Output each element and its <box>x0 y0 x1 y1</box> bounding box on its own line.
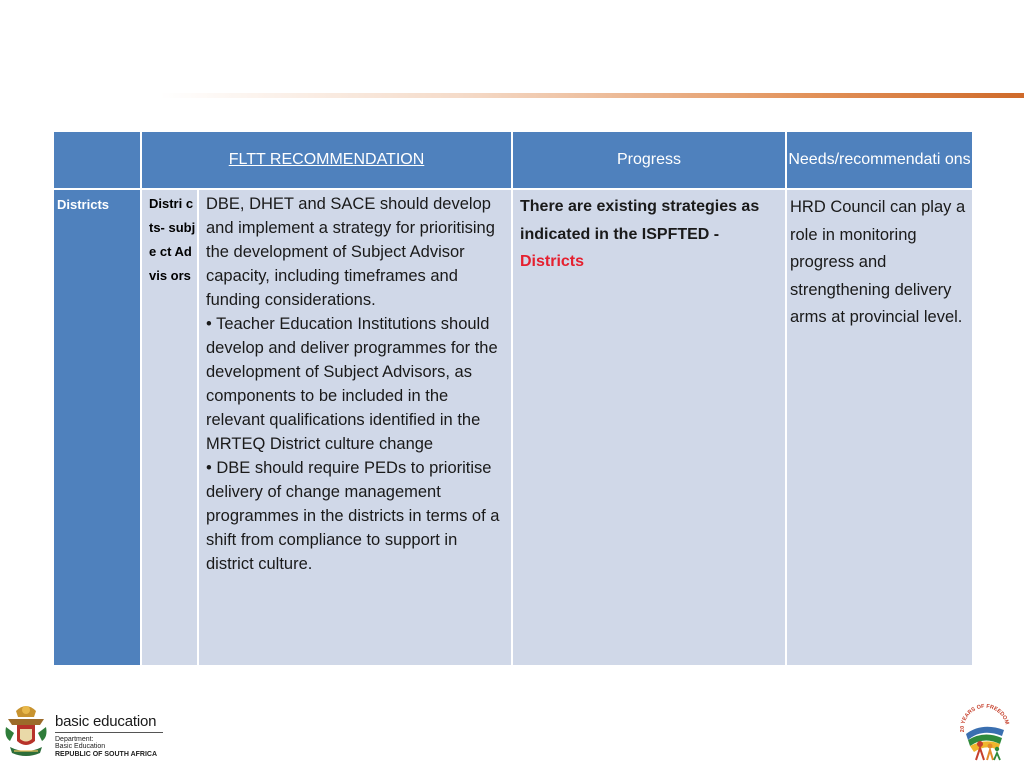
recommendation-bullet: • Teacher Education Institutions should develop and deliver programmes for the development of Subject Advisors, as components to be included in the relevant qualifications identified in the MRTEQ District culture change <box>206 315 498 453</box>
basic-education-logo <box>4 703 166 763</box>
recommendation-bullet: • DBE should require PEDs to prioritise delivery of change management programmes in the districts in terms of a shift from compliance to support in district culture. <box>206 459 500 573</box>
header-recommendation-label: FLTT RECOMMENDATION <box>228 151 425 168</box>
needs-cell: HRD Council can play a role in monitoring progress and strengthening delivery arms at provincial level. <box>786 189 973 666</box>
twenty-years-freedom-logo <box>952 700 1018 766</box>
decorative-top-stripe <box>160 93 1024 98</box>
recommendation-cell <box>198 189 512 666</box>
coat-of-arms-icon <box>4 703 48 761</box>
progress-text: There are existing strategies as indicated in the ISPFTED - <box>520 198 760 243</box>
logo-line-basic-education: Basic Education <box>55 743 106 750</box>
logo-divider <box>55 732 163 733</box>
logo-title: basic education <box>55 713 157 730</box>
header-needs: Needs/recommendati ons <box>786 131 973 189</box>
recommendation-table <box>52 130 974 667</box>
header-progress: Progress <box>512 131 786 189</box>
progress-highlight: Districts <box>520 253 585 270</box>
header-empty-cell <box>53 131 141 189</box>
recommendation-paragraph: DBE, DHET and SACE should develop and implement a strategy for prioritising the development of Subject Advisor capacity, including timeframes and funding considerations. <box>206 195 495 309</box>
category-cell: Distri cts- subje ct Advis ors <box>141 189 198 666</box>
logo-line-republic: REPUBLIC OF SOUTH AFRICA <box>55 751 158 758</box>
freedom-arc-text: 20 YEARS OF FREEDOM <box>959 703 1010 733</box>
table-row <box>53 189 973 666</box>
logo-line-department: Department: <box>55 736 94 743</box>
header-recommendation <box>141 131 512 189</box>
table-header-row <box>53 131 973 189</box>
section-label-cell: Districts <box>53 189 141 666</box>
progress-cell <box>512 189 786 666</box>
